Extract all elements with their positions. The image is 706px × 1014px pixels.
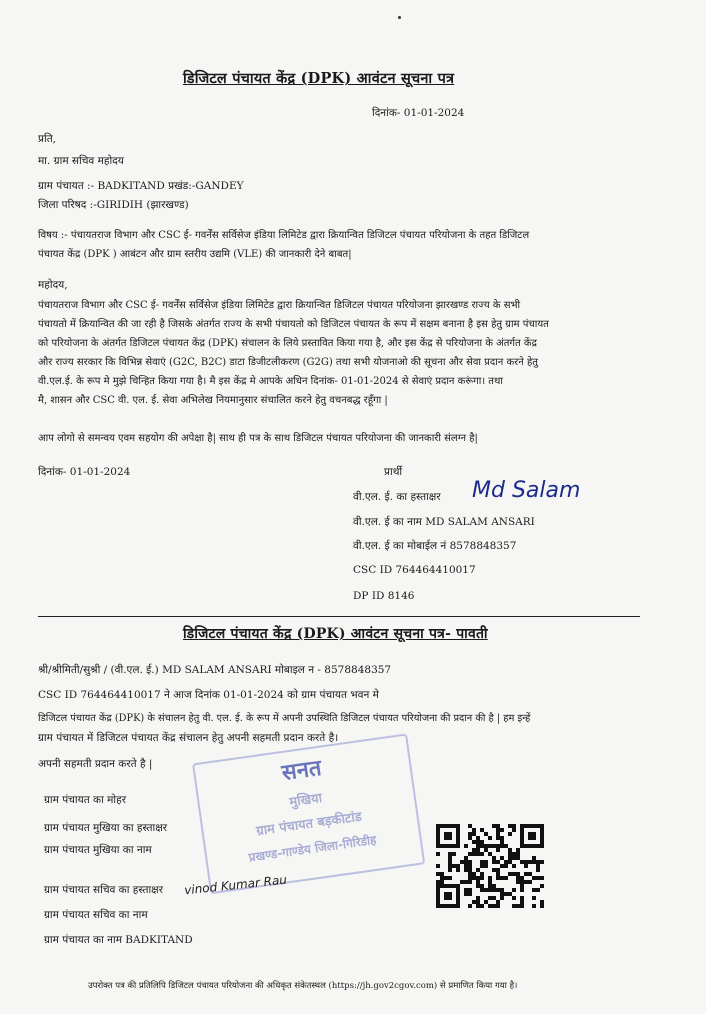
seal-label: ग्राम पंचायत का मोहर [44, 794, 127, 806]
vle-csc-id: CSC ID 764464410017 [353, 564, 476, 576]
body-paragraph [38, 296, 678, 410]
stamp-line-3: प्रखण्ड-गाण्डेय जिला-गिरिडीह [247, 832, 378, 865]
footer-note: उपरोक्त पत्र की प्रतिलिपि डिजिटल पंचायत परियोजना की अधिकृत संकेतस्थल (https://jh.gov2cgov.com) से प्रमाणित किया गया है। [88, 981, 518, 991]
body-line: को परियोजना के अंतर्गत डिजिटल पंचायत केंद्र (DPK) संचालन के लिये प्रस्तावित किया गया है, और इस केंद्र से परियोजना के अंतर्गत केंद्र [38, 338, 537, 349]
secretary-signature: vinod Kumar Rau [183, 872, 288, 898]
section-divider [38, 616, 640, 617]
applicant-heading: प्रार्थी [384, 466, 403, 478]
bottom-date: दिनांक- 01-01-2024 [38, 466, 131, 478]
secretary-name-label: ग्राम पंचायत सचिव का नाम [44, 909, 148, 921]
receipt-title: डिजिटल पंचायत केंद्र (DPK) आवंटन सूचना पत्र- पावती [183, 626, 488, 642]
cooperation-line: आप लोगो से समन्वय एवम सहयोग की अपेक्षा है| साथ ही पत्र के साथ डिजिटल पंचायत परियोजना की जानकारी संलग्न है| [38, 433, 478, 444]
address-district: जिला परिषद :-GIRIDIH (झारखण्ड) [38, 199, 189, 211]
panchayat-name-line: ग्राम पंचायत का नाम BADKITAND [44, 934, 193, 946]
stamp-line-1: मुखिया [288, 790, 323, 811]
vle-signature: Md Salam [472, 478, 581, 503]
vle-mobile: वी.एल. ई का मोबाईल नं 8578848357 [353, 540, 517, 552]
vle-name: वी.एल. ई का नाम MD SALAM ANSARI [353, 516, 535, 528]
receipt-line-5: अपनी सहमती प्रदान करते है | [38, 758, 153, 770]
mukhiya-signature-label: ग्राम पंचायत मुखिया का हस्ताक्षर [44, 822, 168, 834]
body-line: पंचायतो में क्रियान्वित की जा रही है जिसके अंतर्गत राज्य के सभी पंचायतो को डिजिटल पंचायत के रूप में सक्षम बनाना है इस हेतु ग्राम पंचायत [38, 319, 549, 330]
address-recipient: मा. ग्राम सचिव महोदय [38, 155, 124, 167]
subject-paragraph [38, 226, 678, 264]
subject-line: विषय :- पंचायतराज विभाग और CSC ई- गवर्नेंस सर्विसेज इंडिया लिमिटेड द्वारा क्रियान्वित डिजिटल पंचायत परियोजना के तहत डिजिटल [38, 230, 530, 241]
receipt-line-4: ग्राम पंचायत में डिजिटल पंचायत केंद्र संचालन हेतु अपनी सहमती प्रदान करते है। [38, 732, 339, 744]
mukhiya-name-label: ग्राम पंचायत मुखिया का नाम [44, 844, 152, 856]
vle-signature-label: वी.एल. ई. का हस्ताक्षर [353, 491, 441, 503]
body-line: पंचायतराज विभाग और CSC ई- गवर्नेंस सर्विसेज इंडिया लिमिटेड द्वारा क्रियान्वित डिजिटल पंचायत परियोजना झारखण्ड राज्य के सभी [38, 300, 521, 311]
address-panchayat: ग्राम पंचायत :- BADKITAND प्रखंड:-GANDEY [38, 180, 244, 192]
stamp-line-2: ग्राम पंचायत बड़कीटांड [255, 809, 363, 840]
letter-title: डिजिटल पंचायत केंद्र (DPK) आवंटन सूचना पत्र [183, 70, 455, 87]
letter-date: दिनांक- 01-01-2024 [372, 107, 465, 119]
address-to: प्रति, [38, 133, 57, 145]
panchayat-seal-stamp [192, 734, 423, 893]
subject-line: पंचायत केंद्र (DPK ) आबंटन और ग्राम स्तरीय उद्यमि (VLE) की जानकारी देने बाबत| [38, 249, 352, 260]
receipt-line-1: श्री/श्रीमिती/सुश्री / (वी.एल. ई.) MD SALAM ANSARI मोबाइल न - 8578848357 [38, 664, 392, 676]
secretary-signature-label: ग्राम पंचायत सचिव का हस्ताक्षर [44, 884, 163, 896]
body-line: और राज्य सरकार कि विभिन्न सेवाएं (G2C, B2C) डाटा डिजीटलीकरण (G2G) तथा सभी योजनाओ की सूचना और सेवा प्रदान करने हेतु [38, 357, 539, 368]
qr-code [434, 822, 546, 910]
scan-speck [398, 16, 401, 19]
vle-dp-id: DP ID 8146 [353, 590, 415, 602]
receipt-line-3: डिजिटल पंचायत केंद्र (DPK) के संचालन हेतु वी. एल. ई. के रूप में अपनी उपस्थिति डिजिटल पंचायत परियोजना की प्रदान की है | हम इन्हें [38, 713, 531, 724]
body-line: मै, शासन और CSC वी. एल. ई. सेवा अभिलेख नियमानुसार संचालित करने हेतु वचनबद्ध रहूँगा | [38, 395, 388, 406]
body-line: वी.एल.ई. के रूप मे मुझे चिन्हित किया गया है। मै इस केंद्र मे आपके अधिन दिनांक- 01-01-2024 से सेवाएं प्रदान करूंगा। तथा [38, 376, 503, 387]
receipt-line-2: CSC ID 764464410017 ने आज दिनांक 01-01-2024 को ग्राम पंचायत भवन मे [38, 689, 379, 701]
salutation: महोदय, [38, 279, 68, 291]
mukhiya-signature: सनत [280, 755, 323, 787]
